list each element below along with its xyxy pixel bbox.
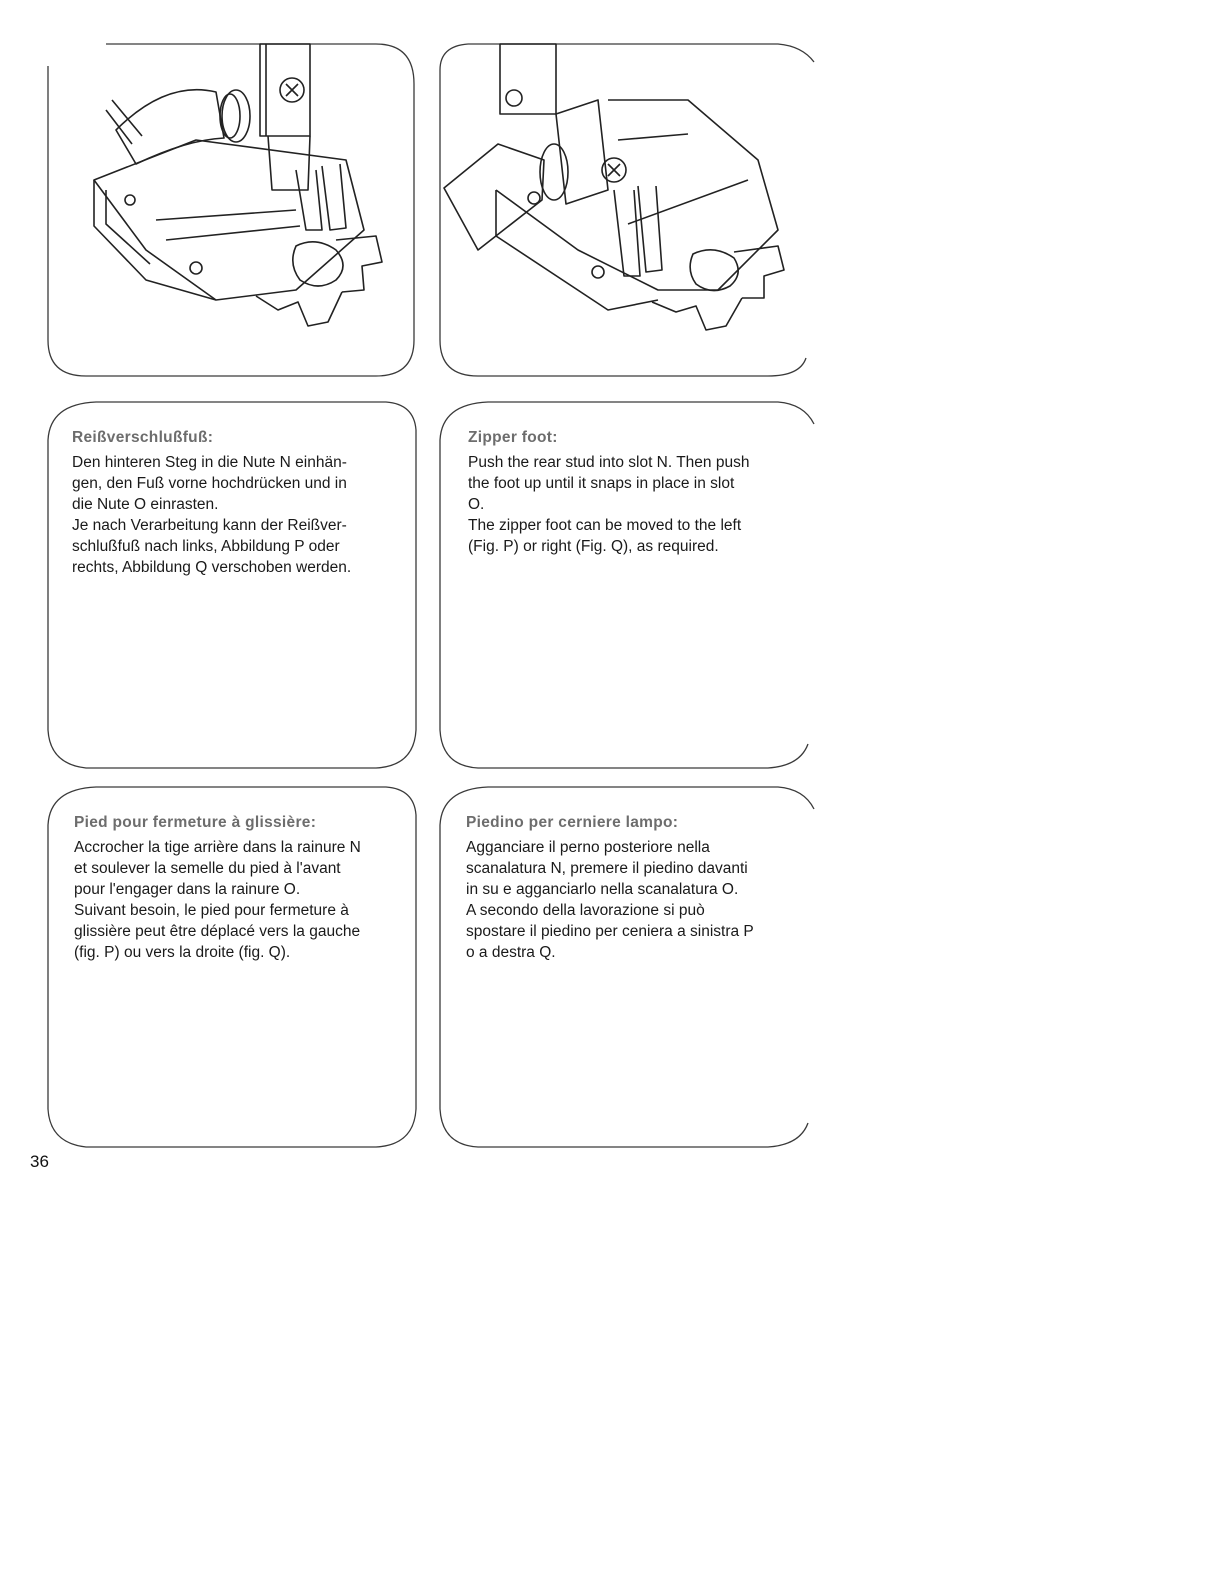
text-line: in su e agganciarlo nella scanalatura O. [466,881,739,898]
text-line: Je nach Verarbeitung kann der Reißver- [72,517,347,534]
page-number: 36 [30,1152,49,1171]
text-line: Accrocher la tige arrière dans la rainure N [74,839,361,856]
text-line: o a destra Q. [466,944,556,961]
text-line: glissière peut être déplacé vers la gauche [74,923,361,940]
figure-right-box [438,40,818,382]
text-line: et soulever la semelle du pied à l'avant [74,860,341,877]
text-line: gen, den Fuß vorne hochdrücken und in [72,475,347,492]
text-line: A secondo della lavorazione si può [466,902,705,919]
presser-foot-illustration-right [438,40,818,382]
section-italian [438,785,818,1150]
figure-left-box [46,40,421,382]
text-line: die Nute O einrasten. [72,496,219,513]
text-line: The zipper foot can be moved to the left [468,517,742,534]
text-line: O. [468,496,485,513]
section-heading: Pied pour fermeture à glissière: [74,814,317,831]
section-heading: Zipper foot: [468,429,558,446]
section-heading: Piedino per cerniere lampo: [466,814,679,831]
text-line: Agganciare il perno posteriore nella [466,839,710,856]
section-german [46,400,421,772]
section-english [438,400,818,772]
text-line: scanalatura N, premere il piedino davanti [466,860,748,877]
section-heading: Reißverschlußfuß: [72,429,214,446]
text-line: the foot up until it snaps in place in slot [468,475,735,492]
text-line: schlußfuß nach links, Abbildung P oder [72,538,340,555]
text-line: (fig. P) ou vers la droite (fig. Q). [74,944,291,961]
text-line: Den hinteren Steg in die Nute N einhän- [72,454,347,471]
text-line: pour l'engager dans la rainure O. [74,881,301,898]
text-line: Push the rear stud into slot N. Then push [468,454,750,471]
text-line: rechts, Abbildung Q verschoben werden. [72,559,352,576]
text-line: spostare il piedino per ceniera a sinistra P [466,923,754,940]
text-line: Suivant besoin, le pied pour fermeture à [74,902,349,919]
section-french [46,785,421,1150]
text-line: (Fig. P) or right (Fig. Q), as required. [468,538,719,555]
presser-foot-illustration-left [46,40,421,382]
